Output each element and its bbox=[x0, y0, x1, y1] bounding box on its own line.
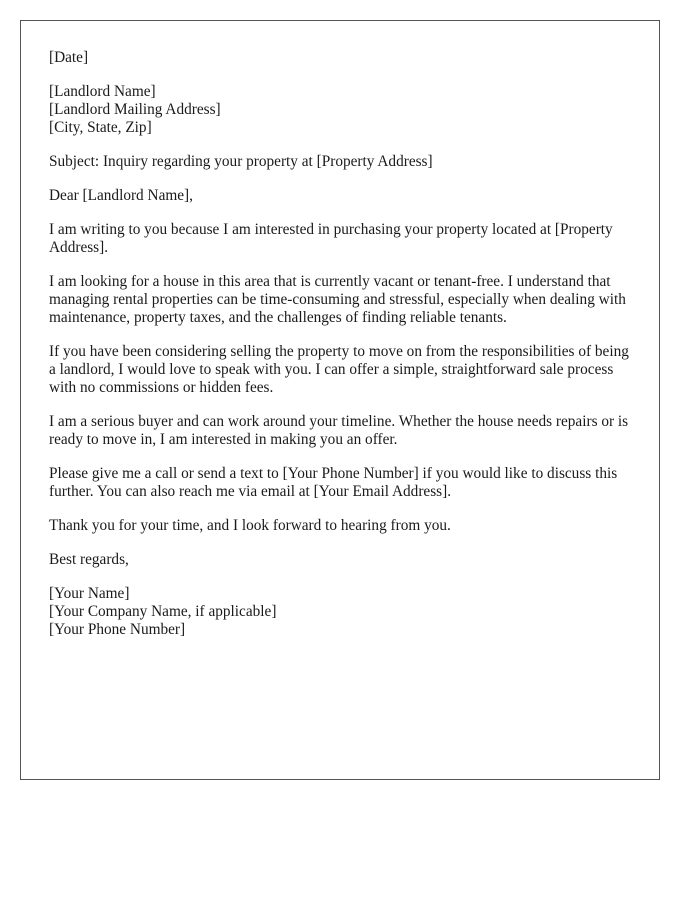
body-paragraph: I am a serious buyer and can work around your timeline. Whether the house needs repairs or is ready to move in, I am interested in making you an offer. bbox=[49, 413, 629, 448]
recipient-city-state-zip: [City, State, Zip] bbox=[49, 119, 152, 136]
letter-body bbox=[49, 49, 634, 655]
recipient-address: [Landlord Mailing Address] bbox=[49, 101, 221, 118]
body-paragraph: I am writing to you because I am interested in purchasing your property located at [Property Address]. bbox=[49, 221, 613, 256]
signature-name: [Your Name] bbox=[49, 585, 130, 602]
letter-closing: Best regards, bbox=[49, 551, 129, 568]
body-paragraph: Please give me a call or send a text to [Your Phone Number] if you would like to discuss this further. You can also reach me via email at [Your Email Address]. bbox=[49, 465, 618, 500]
body-paragraph: Thank you for your time, and I look forward to hearing from you. bbox=[49, 517, 451, 534]
body-paragraph: If you have been considering selling the property to move on from the responsibilities of being a landlord, I would love to speak with you. I can offer a simple, straightforward sale process with no commissions or hidden fees. bbox=[49, 343, 629, 396]
signature-phone: [Your Phone Number] bbox=[49, 621, 186, 638]
body-paragraph: I am looking for a house in this area that is currently vacant or tenant-free. I understand that managing rental properties can be time-consuming and stressful, especially when dealing with maintenance, property taxes, and the challenges of finding reliable tenants. bbox=[49, 273, 626, 326]
letter-subject: Subject: Inquiry regarding your property at [Property Address] bbox=[49, 153, 433, 170]
recipient-block bbox=[49, 83, 634, 137]
letter-date: [Date] bbox=[49, 49, 89, 66]
signature-block bbox=[49, 585, 634, 639]
recipient-name: [Landlord Name] bbox=[49, 83, 156, 100]
signature-company: [Your Company Name, if applicable] bbox=[49, 603, 277, 620]
letter-salutation: Dear [Landlord Name], bbox=[49, 187, 193, 204]
letter-page bbox=[20, 20, 660, 780]
